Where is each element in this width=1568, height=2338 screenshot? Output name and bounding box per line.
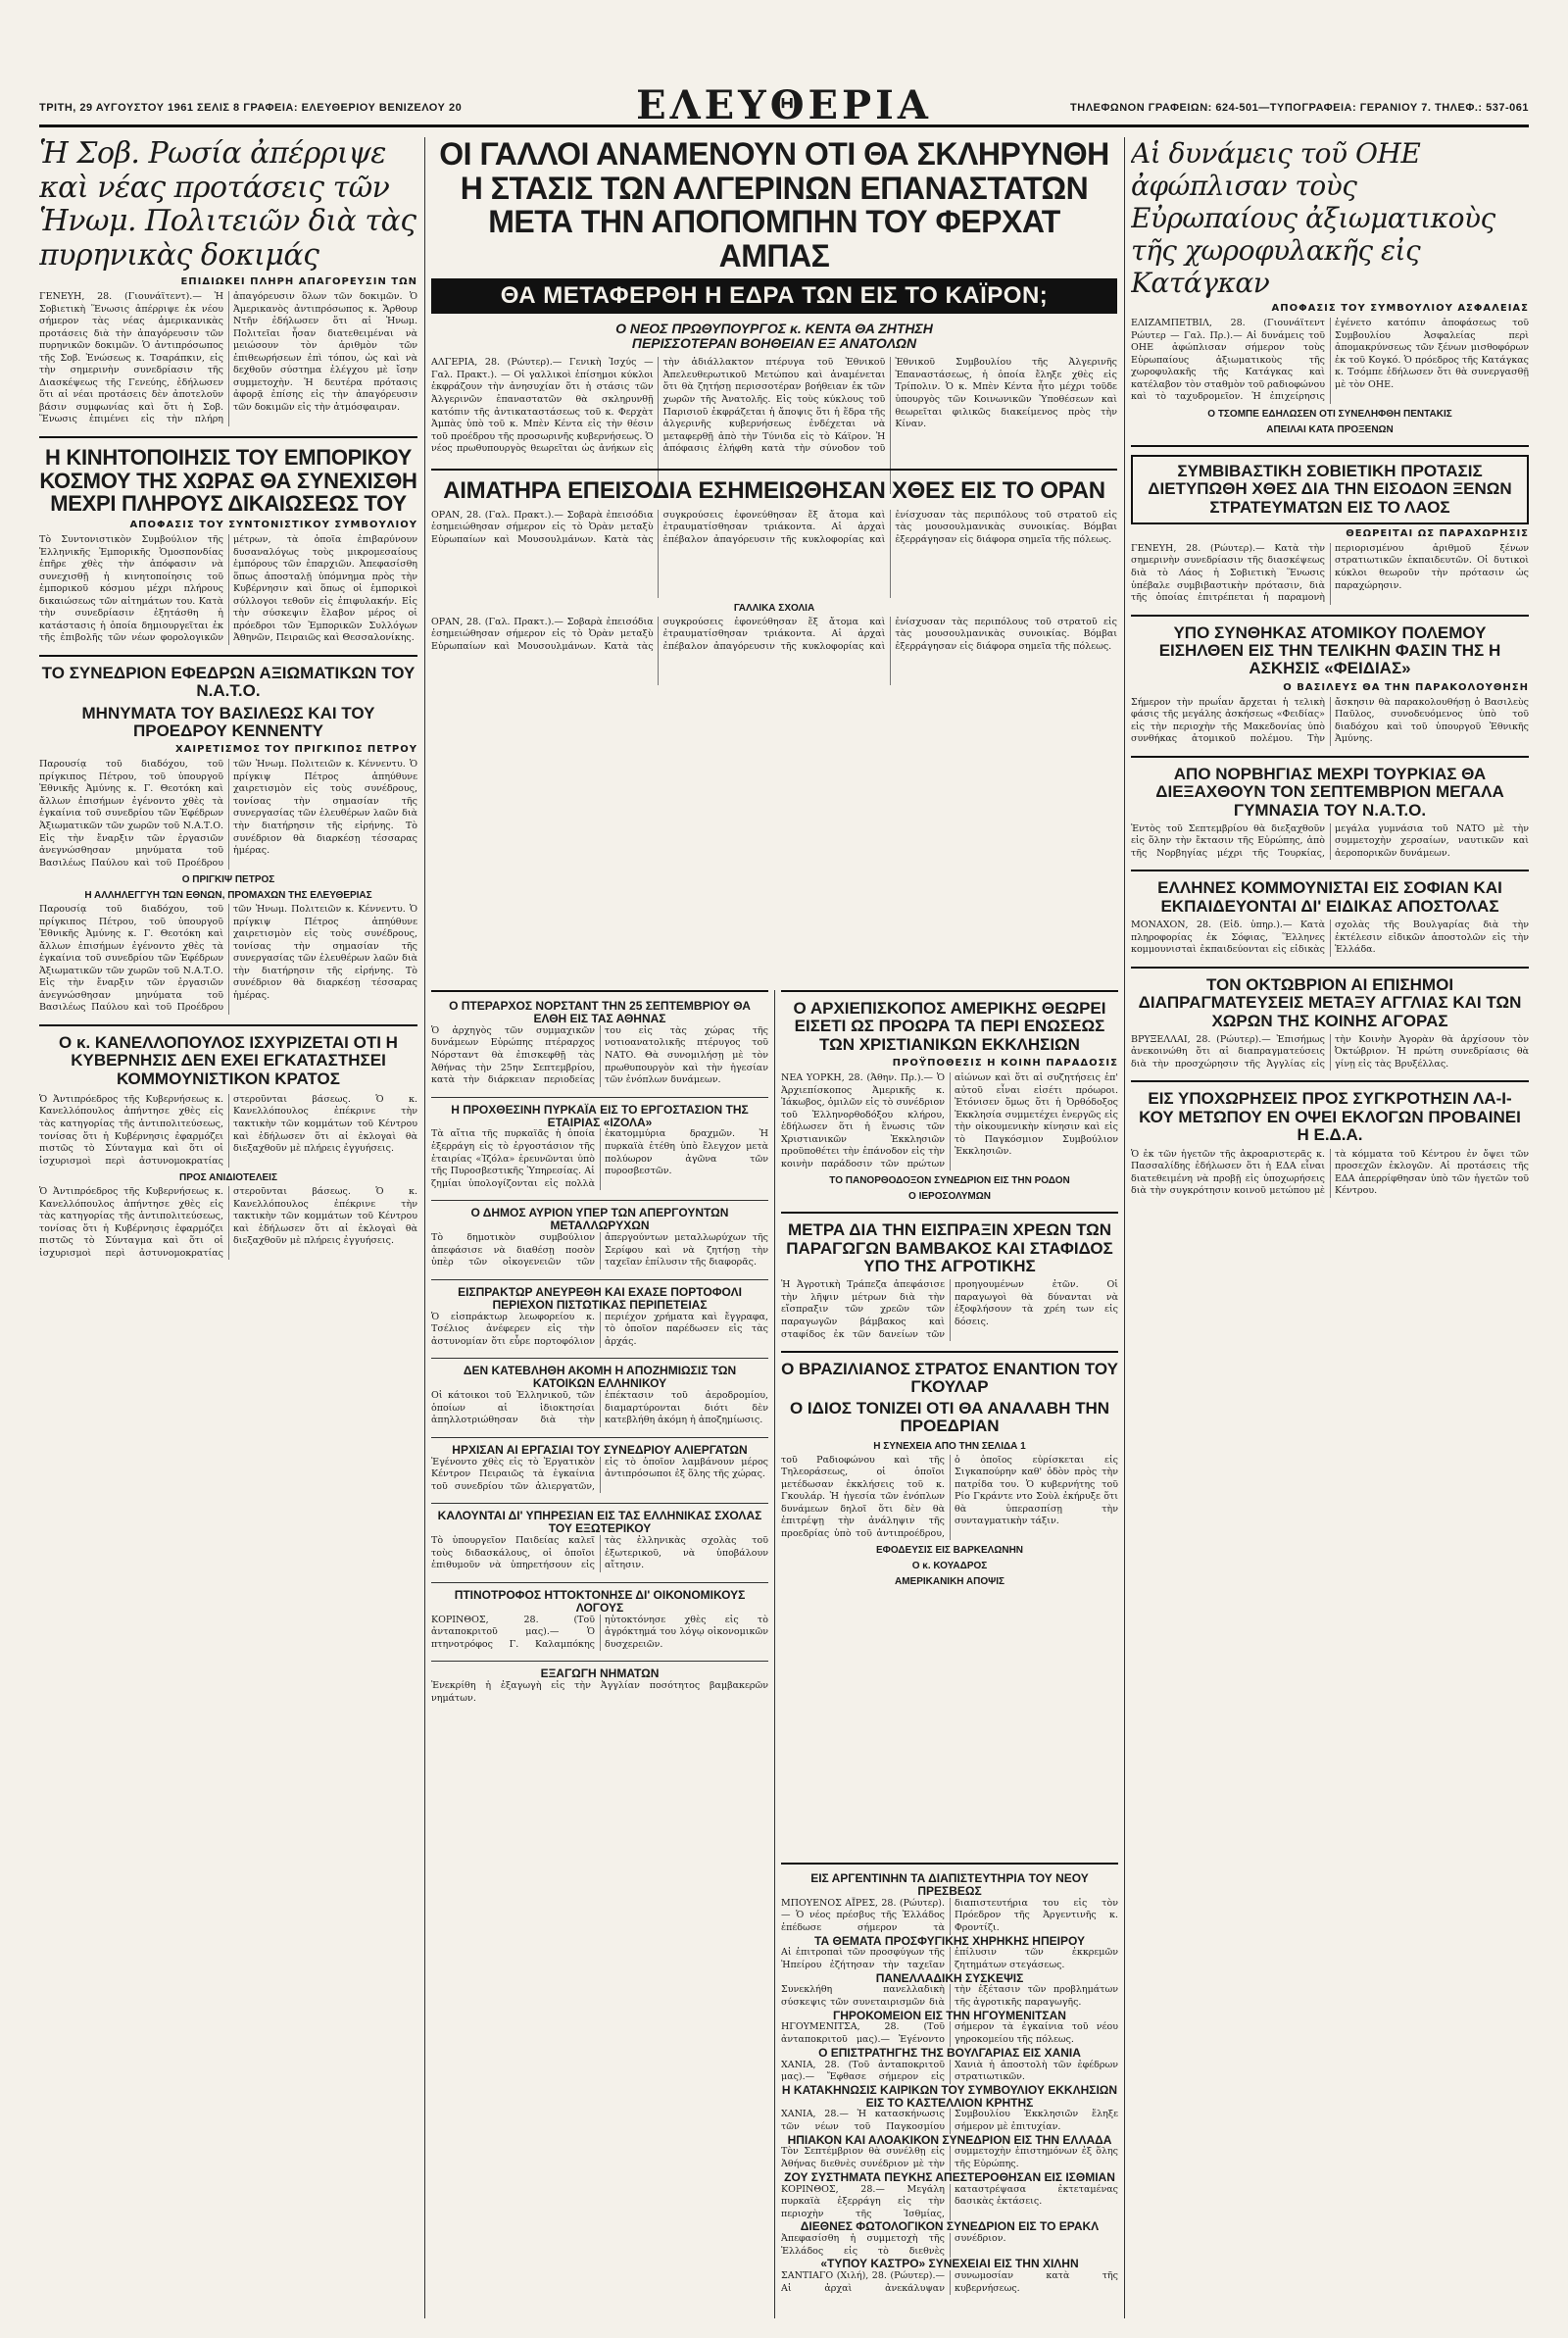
article-body: ΚΟΡΙΝΘΟΣ, 28.— Μεγάλη πυρκαϊὰ ἐξερράγη εἰς τὴν περιοχὴν τῆς Ἰσθμίας, καταστρέψασα ἐκτεταμένας δασικὰς ἐκτάσεις. (781, 2183, 1118, 2219)
article-body: Τὸν Σεπτέμβριον θὰ συνέλθῃ εἰς Ἀθήνας διεθνὲς συνέδριον μὲ τὴν συμμετοχὴν ἐπιστημόνων ἐξ ὅλης τῆς Εὐρώπης. (781, 2146, 1118, 2170)
headline: ΥΠΟ ΣΥΝΘΗΚΑΣ ΑΤΟΜΙΚΟΥ ΠΟΛΕΜΟΥ ΕΙΣΗΛΘΕΝ ΕΙΣ ΤΗΝ ΤΕΛΙΚΗΝ ΦΑΣΙΝ ΤΗΣ Η ΑΣΚΗΣΙΣ «ΦΕΙΔΙΑΣ» (1158, 622, 1501, 678)
kicker: ΠΡΟΫΠΟΘΕΣΙΣ Η ΚΟΙΝΗ ΠΑΡΑΔΟΣΙΣ (892, 1058, 1118, 1070)
headline: ΑΠΟ ΝΟΡΒΗΓΙΑΣ ΜΕΧΡΙ ΤΟΥΡΚΙΑΣ ΘΑ ΔΙΕΞΑΧΘΟΥΝ ΤΟΝ ΣΕΠΤΕΜΒΡΙΟΝ ΜΕΓΑΛΑ ΓΥΜΝΑΣΙΑ ΤΟΥ Ν.Α.Τ.Ο. (1155, 764, 1504, 820)
divider (431, 469, 1117, 471)
article-body: Ἐντὸς τοῦ Σεπτεμβρίου θὰ διεξαχθοῦν εἰς ὅλην τὴν ἔκτασιν τῆς Εὐρώπης, ἀπὸ τῆς Νορβηγίας μέχρι τῆς Τουρκίας, μεγάλα γυμνάσια τοῦ ΝΑΤΟ μὲ τὴν συμμετοχὴν χερσαίων, ναυτικῶν καὶ ἀεροπορικῶν δυνάμεων. (1131, 822, 1529, 859)
headline: ΕΙΣΠΡΑΚΤΩΡ ΑΝΕΥΡΕΘΗ ΚΑΙ ΕΧΑΣΕ ΠΟΡΤΟΦΟΛΙ ΠΕΡΙΕΧΟΝ ΠΙΣΤΩΤΙΚΑΣ ΠΕΡΙΠΕΤΕΙΑΣ (458, 1284, 742, 1312)
center-right-briefs (781, 1863, 1118, 2318)
divider (1131, 870, 1529, 871)
divider (781, 1351, 1118, 1353)
article-nato-reserve (39, 665, 417, 1015)
headline: «ΤΥΠΟΥ ΚΑΣΤΡΟ» ΣΥΝΕΧΕΙΑΙ ΕΙΣ ΤΗΝ ΧΙΛΗΝ (820, 2257, 1079, 2271)
headline: ΕΙΣ ΑΡΓΕΝΤΙΝΗΝ ΤΑ ΔΙΑΠΙΣΤΕΥΤΗΡΙΑ ΤΟΥ ΝΕΟΥ ΠΡΕΣΒΕΩΣ (810, 1871, 1089, 1898)
headline: Ο ΕΠΙΣΤΡΑΤΗΓΗΣ ΤΗΣ ΒΟΥΛΓΑΡΙΑΣ ΕΙΣ ΧΑΝΙΑ (818, 2045, 1081, 2060)
article-body: ΧΑΝΙΑ, 28.— Ἡ κατασκήνωσις τῶν νέων τοῦ Παγκοσμίου Συμβουλίου Ἐκκλησιῶν ἔληξε σήμερον μὲ ἐπιτυχίαν. (781, 2109, 1118, 2132)
article-body: Τὸ δημοτικὸν συμβούλιον ἀπεφάσισε νὰ διαθέσῃ ποσὸν ὑπὲρ τῶν οἰκογενειῶν τῶν ἀπεργούντων μεταλλωρύχων τῆς Σερίφου καὶ νὰ ζητήσῃ τὴν ταχεῖαν ἐπίλυσιν τῆς διαφορᾶς. (431, 1232, 768, 1268)
headline: ΕΞΑΓΩΓΗ ΝΗΜΑΤΩΝ (540, 1666, 660, 1681)
divider (1131, 967, 1529, 969)
article-body: Ἐγένοντο χθὲς εἰς τὸ Ἐργατικὸν Κέντρον Πειραιῶς τὰ ἐγκαίνια τοῦ συνεδρίου τῶν ἁλιεργατῶν, εἰς τὸ ὁποῖον λαμβάνουν μέρος ἀντιπρόσωποι ἐξ ὅλης τῆς χώρας. (431, 1456, 768, 1492)
article-body: ΑΛΓΕΡΙΑ, 28. (Ρώυτερ).— Γενικὴ Ἰσχύς — Γαλ. Πρακτ.). — Οἱ γαλλικοὶ ἐπίσημοι κύκλοι ἐκφράζουν τὴν ἀνησυχίαν ὅτι ἡ στάσις τῶν Ἀλγερινῶν ἐπαναστατῶν θὰ σκληρυνθῇ κατόπιν τῆς ἀντικαταστάσεως τοῦ κ. Φερχὰτ Ἀμπὰς ὑπὸ τοῦ κ. Μπὲν Κέντα εἰς τὴν θέσιν τοῦ προέδρου τῆς προσωρινῆς κυβερνήσεως. Ὁ νέος πρωθυπουργὸς θεωρεῖται ὡς ἀνήκων εἰς τὴν ἀδιάλλακτον πτέρυγα τοῦ Ἐθνικοῦ Ἀπελευθερωτικοῦ Μετώπου καὶ ἀναμένεται ὅτι θὰ ζητήσῃ περισσοτέραν βοήθειαν ἐκ τῶν χωρῶν τῆς Ἀνατολῆς. Εἰς τοὺς κύκλους τοῦ Παρισιοῦ ἐκφράζεται ἡ ἄποψις ὅτι ἡ ἕδρα τῆς ἀλγερινῆς κυβερνήσεως ἐνδέχεται νὰ μεταφερθῇ ἀπὸ τὴν Τύνιδα εἰς τὸ Κάϊρον. Ἡ ἀπόφασις ἐλήφθη κατὰ τὴν σύνοδον τοῦ Ἐθνικοῦ Συμβουλίου τῆς Ἀλγερινῆς Ἐπαναστάσεως, ἡ ὁποία ἔληξε χθὲς εἰς Τρίπολιν. Ὁ κ. Μπὲν Κέντα ἦτο μέχρι τοῦδε ὑπουργὸς τῶν Κοινωνικῶν Ὑποθέσεων καὶ θεωρεῖται φιλικῶς διακείμενος πρὸς τὴν Κίναν. (431, 357, 1117, 455)
article-body: Παρουσίᾳ τοῦ διαδόχου, τοῦ πρίγκιπος Πέτρου, τοῦ ὑπουργοῦ Ἐθνικῆς Ἀμύνης κ. Γ. Θεοτόκη καὶ ἄλλων ἐπισήμων ἐγένοντο χθὲς τὰ ἐγκαίνια τοῦ συνεδρίου τῶν Ἐφέδρων Ἀξιωματικῶν τῶν χωρῶν τοῦ Ν.Α.Τ.Ο. Εἰς τὴν ἔναρξιν τῶν ἐργασιῶν ἀνεγνώσθησαν μηνύματα τοῦ Βασιλέως Παύλου καὶ τοῦ Προέδρου τῶν Ἡνωμ. Πολιτειῶν κ. Κέννεντυ. Ὁ πρίγκιψ Πέτρος ἀπηύθυνε χαιρετισμὸν εἰς τοὺς συνέδρους, τονίσας τὴν σημασίαν τῆς συνεργασίας τῶν ἐλευθέρων λαῶν διὰ τὴν διατήρησιν τῆς εἰρήνης. Τὸ συνέδριον θὰ διαρκέσῃ τέσσαρας ἡμέρας. (39, 904, 417, 1014)
divider (431, 1503, 768, 1504)
article-un-katanga (1131, 137, 1529, 435)
article-body: Οἱ κάτοικοι τοῦ Ἑλληνικοῦ, τῶν ὁποίων αἱ ἰδιοκτησίαι ἀπηλλοτριώθησαν διὰ τὴν ἐπέκτασιν τοῦ ἀεροδρομίου, διαμαρτύρονται διότι δὲν κατεβλήθη ἀκόμη ἡ ἀποζημίωσις. (431, 1390, 768, 1426)
article-body: Συνεκλήθη πανελλαδικὴ σύσκεψις τῶν συνεταιρισμῶν διὰ τὴν ἐξέτασιν τῶν προβλημάτων τῆς ἀγροτικῆς παραγωγῆς. (781, 1984, 1118, 2008)
article-body: Ἡ Ἀγροτικὴ Τράπεζα ἀπεφάσισε τὴν λῆψιν μέτρων διὰ τὴν εἴσπραξιν τῶν χρεῶν τῶν παραγωγῶν βάμβακος καὶ σταφίδος ἐκ τῶν δανείων τῶν προηγουμένων ἐτῶν. Οἱ παραγωγοὶ θὰ δύνανται νὰ ἐξοφλήσουν τὰ χρέη των εἰς δόσεις. (781, 1279, 1118, 1340)
kicker: ΑΠΟΦΑΣΙΣ ΤΟΥ ΣΥΝΤΟΝΙΣΤΙΚΟΥ ΣΥΜΒΟΥΛΙΟΥ (129, 520, 417, 531)
article-body: ΣΑΝΤΙΑΓΟ (Χιλή), 28. (Ρώυτερ).— Αἱ ἀρχαὶ ἀνεκάλυψαν συνωμοσίαν κατὰ τῆς κυβερνήσεως. (781, 2270, 1118, 2294)
article-body: ΜΟΝΑΧΟΝ, 28. (Εἰδ. ὑπηρ.).— Κατὰ πληροφορίας ἐκ Σόφιας, Ἕλληνες κομμουνισταὶ ἐκπαιδεύονται εἰς εἰδικὰς σχολὰς τῆς Βουλγαρίας διὰ τὴν ἐκτέλεσιν εἰδικῶν ἀποστολῶν εἰς τὴν Ἑλλάδα. (1131, 920, 1529, 956)
subhead: Ο ΤΣΟΜΠΕ ΕΔΗΛΩΣΕΝ ΟΤΙ ΣΥΝΕΛΗΦΘΗ ΠΕΝΤΑΚΙΣ (1207, 408, 1452, 420)
article-body: ΧΑΝΙΑ, 28. (Τοῦ ἀνταποκριτοῦ μας).— Ἔφθασε σήμερον εἰς Χανιὰ ἡ ἀποστολὴ τῶν ἐφέδρων στρατιωτικῶν. (781, 2059, 1118, 2083)
headline: ΣΥΜΒΙΒΑΣΤΙΚΗ ΣΟΒΙΕΤΙΚΗ ΠΡΟΤΑΣΙΣ ΔΙΕΤΥΠΩΘΗ ΧΘΕΣ ΔΙΑ ΤΗΝ ΕΙΣΟΔΟΝ ΞΕΝΩΝ ΣΤΡΑΤΕΥΜΑΤΩΝ ΕΙΣ ΤΟ ΛΑΟΣ (1131, 455, 1529, 524)
subhead: Ο κ. ΚΟΥΑΔΡΟΣ (911, 1561, 988, 1572)
article-body: ΗΓΟΥΜΕΝΙΤΣΑ, 28. (Τοῦ ἀνταποκριτοῦ μας).— Ἐγένοντο σήμερον τὰ ἐγκαίνια τοῦ νέου γηροκομείου τῆς πόλεως. (781, 2021, 1118, 2046)
article-body: ΟΡΑΝ, 28. (Γαλ. Πρακτ.).— Σοβαρὰ ἐπεισόδια ἐσημειώθησαν σήμερον εἰς τὸ Ὀρὰν μεταξὺ Εὐρωπαίων καὶ Μουσουλμάνων. Κατὰ τὰς συγκρούσεις ἐφονεύθησαν ἕξ ἄτομα καὶ ἐτραυματίσθησαν τριάκοντα. Αἱ ἀρχαὶ ἐπέβαλον ἀπαγόρευσιν τῆς κυκλοφορίας καὶ ἐνίσχυσαν τὰς περιπόλους τοῦ στρατοῦ εἰς τὰς μουσουλμανικὰς συνοικίας. Βόμβαι ἐξερράγησαν εἰς διάφορα σημεῖα τῆς πόλεως. (431, 509, 1117, 545)
column-rule (424, 137, 425, 2318)
headline: Ο ΒΡΑΖΙΛΙΑΝΟΣ ΣΤΡΑΤΟΣ ΕΝΑΝΤΙΟΝ ΤΟΥ ΓΚΟΥΛΑΡ (781, 1360, 1118, 1397)
subhead: Ο ΙΕΡΟΣΟΛΥΜΩΝ (908, 1191, 991, 1203)
headline: ΖΟΥ ΣΥΣΤΗΜΑΤΑ ΠΕΥΚΗΣ ΑΠΕΣΤΕΡΟΘΗΣΑΝ ΕΙΣ ΙΣΘΜΙΑΝ (784, 2169, 1115, 2184)
article-merchants (39, 446, 417, 645)
divider (431, 1358, 768, 1359)
divider (431, 990, 768, 992)
kicker: ΘΕΩΡΕΙΤΑΙ ΩΣ ΠΑΡΑΧΩΡΗΣΙΣ (1346, 527, 1529, 539)
article-cotton-debts (781, 1221, 1118, 1341)
brief-wallet (431, 1286, 768, 1349)
headline: ΠΑΝΕΛΛΑΔΙΚΗ ΣΥΣΚΕΨΙΣ (875, 1970, 1024, 1985)
headline: Η ΠΡΟΧΘΕΣΙΝΗ ΠΥΡΚΑΪΑ ΕΙΣ ΤΟ ΕΡΓΟΣΤΑΣΙΟΝ ΤΗΣ ΕΤΑΙΡΙΑΣ «ΙΖΟΛΑ» (451, 1102, 749, 1129)
headline: ΑΙΜΑΤΗΡΑ ΕΠΕΙΣΟΔΙΑ ΕΣΗΜΕΙΩΘΗΣΑΝ ΧΘΕΣ ΕΙΣ ΤΟ ΟΡΑΝ (443, 477, 1105, 504)
headline: ΓΗΡΟΚΟΜΕΙΟΝ ΕΙΣ ΤΗΝ ΗΓΟΥΜΕΝΙΤΣΑΝ (833, 2008, 1066, 2022)
article-body: ΕΛΙΖΑΜΠΕΤΒΙΛ, 28. (Γιουνάϊτεντ Ρώυτερ — Γαλ. Πρ.).— Αἱ δυνάμεις τοῦ ΟΗΕ ἀφώπλισαν σήμερον τοὺς Εὐρωπαίους ἀξιωματικοὺς τῆς χωροφυλακῆς τῆς Κατάγκας καὶ κατέλαβον τὸν σταθμὸν τοῦ ραδιοφώνου καὶ τὸ ταχυδρομεῖον. Ἡ ἐπιχείρησις ἐγένετο κατόπιν ἀποφάσεως τοῦ Συμβουλίου Ἀσφαλείας περὶ ἀπομακρύνσεως τῶν ξένων μισθοφόρων ἐκ τοῦ Κογκό. Ὁ πρόεδρος τῆς Κατάγκας κ. Τσόμπε ἐδήλωσεν ὅτι θὰ συνεργασθῇ μὲ τὸν ΟΗΕ. (1131, 318, 1529, 403)
column-rule (774, 990, 775, 2318)
brief-schools (431, 1510, 768, 1572)
headline: ΗΠΙΑΚΟΝ ΚΑΙ ΑΛΟΑΚΙΚΟΝ ΣΥΝΕΔΡΙΟΝ ΕΙΣ ΤΗΝ ΕΛΛΑΔΑ (787, 2132, 1112, 2147)
column-left (39, 137, 417, 2318)
article-body: ΝΕΑ ΥΟΡΚΗ, 28. (Ἀθην. Πρ.).— Ὁ Ἀρχιεπίσκοπος Ἀμερικῆς κ. Ἰάκωβος, ὁμιλῶν εἰς τὸ συνέδριον τοῦ Ἑλληνορθοδόξου κλήρου, ἐδήλωσεν ὅτι ἡ ἕνωσις τῶν Χριστιανικῶν Ἐκκλησιῶν προϋποθέτει τὴν ἐπάνοδον εἰς τὴν κοινὴν παράδοσιν τῶν πρώτων αἰώνων καὶ ὅτι αἱ συζητήσεις ἐπ' αὐτοῦ εἶναι εἰσέτι πρόωροι. Ἐτόνισεν ὅμως ὅτι ἡ Ὀρθόδοξος Ἐκκλησία συμμετέχει ἐνεργῶς εἰς τὴν οἰκουμενικὴν κίνησιν καὶ εἰς τὸ Παγκόσμιον Συμβούλιον Ἐκκλησιῶν. (781, 1072, 1118, 1169)
article-body: Σήμερον τὴν πρωΐαν ἄρχεται ἡ τελικὴ φάσις τῆς μεγάλης ἀσκήσεως «Φειδίας» εἰς τὴν περιοχὴν τῆς Μακεδονίας ὑπὸ συνθήκας ἀτομικοῦ πολέμου. Τὴν ἄσκησιν θὰ παρακολουθήσῃ ὁ Βασιλεὺς Παῦλος, συνοδευόμενος ὑπὸ τοῦ διαδόχου καὶ τοῦ ὑπουργοῦ Ἐθνικῆς Ἀμύνης. (1131, 696, 1529, 745)
headline: Ἡ Σοβ. Ρωσία ἀπέρριψε καὶ νέας προτάσεις τῶν Ἡνωμ. Πολιτειῶν διὰ τὰς πυρηνικὰς δοκιμάς (39, 137, 416, 273)
subhead: ΠΡΟΣ ΑΝΙΔΙΟΤΕΛΕΙΣ (179, 1172, 277, 1184)
brief-municipality (431, 1207, 768, 1269)
column-rule (1124, 137, 1125, 2318)
kicker: ΑΠΟΦΑΣΙΣ ΤΟΥ ΣΥΜΒΟΥΛΙΟΥ ΑΣΦΑΛΕΙΑΣ (1271, 303, 1529, 315)
headline: ΚΑΛΟΥΝΤΑΙ ΔΙ' ΥΠΗΡΕΣΙΑΝ ΕΙΣ ΤΑΣ ΕΛΛΗΝΙΚΑΣ ΣΧΟΛΑΣ ΤΟΥ ΕΞΩΤΕΡΙΚΟΥ (437, 1509, 762, 1536)
brief-poultry (431, 1589, 768, 1652)
masthead-title: ΕΛΕΥΘΕΡΙΑ (636, 82, 932, 128)
headline: ΕΛΛΗΝΕΣ ΚΟΜΜΟΥΝΙΣΤΑΙ ΕΙΣ ΣΟΦΙΑΝ ΚΑΙ ΕΚΠΑΙΔΕΥΟΝΤΑΙ ΔΙ' ΕΙΔΙΚΑΣ ΑΠΟΣΤΟΛΑΣ (1157, 878, 1502, 916)
kicker: Ο ΒΑΣΙΛΕΥΣ ΘΑ ΤΗΝ ΠΑΡΑΚΟΛΟΥΘΗΣΗ (1283, 681, 1529, 693)
subhead: ΑΠΕΙΛΑΙ ΚΑΤΑ ΠΡΟΞΕΝΩΝ (1266, 423, 1394, 435)
headline: ΤΟΝ ΟΚΤΩΒΡΙΟΝ ΑΙ ΕΠΙΣΗΜΟΙ ΔΙΑΠΡΑΓΜΑΤΕΥΣΕΙΣ ΜΕΤΑΞΥ ΑΓΓΛΙΑΣ ΚΑΙ ΤΩΝ ΧΩΡΩΝ ΤΗΣ ΚΟΙΝΗΣ ΑΓΟΡΑΣ (1138, 974, 1522, 1030)
article-body: Τὰ αἴτια τῆς πυρκαϊᾶς ἡ ὁποία ἐξερράγη εἰς τὸ ἐργοστάσιον τῆς ἑταιρίας «Ἰζόλα» ἐρευνῶνται ὑπὸ τῆς Πυροσβεστικῆς Ὑπηρεσίας. Αἱ ζημίαι ὑπολογίζονται εἰς πολλὰ ἑκατομμύρια δραχμῶν. Ἡ πυρκαϊὰ ἐτέθη ὑπὸ ἔλεγχον μετὰ πολύωρον ἀγῶνα τῶν πυροσβεστῶν. (431, 1128, 768, 1189)
article-nato-exercises (1131, 766, 1529, 861)
article-feidias (1131, 624, 1529, 746)
masthead-phone-line: ΤΗΛΕΦΩΝΟΝ ΓΡΑΦΕΙΩΝ: 624-501—ΤΥΠΟΓΡΑΦΕΙΑ: ΓΕΡΑΝΙΟΥ 7. ΤΗΛΕΦ.: 537-061 (1070, 102, 1529, 114)
article-body: ΓΕΝΕΥΗ, 28. (Γιουνάϊτεντ).— Ἡ Σοβιετικὴ Ἕνωσις ἀπέρριψε ἐκ νέου σήμερον τὰς νέας ἀμερικανικὰς προτάσεις διὰ τὴν ἀπαγόρευσιν τῶν πυρηνικῶν δοκιμῶν. Ὁ ἀντιπρόσωπος τῆς Σοβ. Ἑνώσεως κ. Τσαράπκιν, εἰς τὴν σημερινὴν συνεδρίασιν τῆς Διασκέψεως τῆς Γενεύης, ἐδήλωσεν ὅτι αἱ νέαι προτάσεις δὲν ἀποτελοῦν βάσιν συμφωνίας καὶ ὅτι ἡ Σοβ. Ἕνωσις ἐπιμένει εἰς τὴν πλήρη ἀπαγόρευσιν ὅλων τῶν δοκιμῶν. Ὁ Ἀμερικανὸς ἀντιπρόσωπος κ. Ἄρθουρ Ντῆν ἐδήλωσεν ὅτι αἱ Ἡνωμ. Πολιτεῖαι ἦσαν διατεθειμέναι νὰ μειώσουν τὸν ἀριθμὸν τῶν ἐπιθεωρήσεων ἐπὶ τόπου, ὡς καὶ νὰ δεχθοῦν σύστημα ἐλέγχου μὲ ἴσην συμμετοχὴν. Ἡ δευτέρα πρότασις ἀφορᾷ ἐπίσης εἰς τὴν ἀπαγόρευσιν τῶν δοκιμῶν εἰς τὴν ἀτμόσφαιραν. (39, 291, 417, 425)
banner-headline-line: ΟΙ ΓΑΛΛΟΙ ΑΝΑΜΕΝΟΥΝ ΟΤΙ ΘΑ ΣΚΛΗΡΥΝΘΗ (439, 136, 1109, 172)
center-left-briefs (431, 990, 768, 2318)
divider (431, 1661, 768, 1662)
headline: ΕΙΣ ΥΠΟΧΩΡΗΣΕΙΣ ΠΡΟΣ ΣΥΓΚΡΟΤΗΣΙΝ ΛΑ-Ι-ΚΟΥ ΜΕΤΩΠΟΥ ΕΝ ΟΨΕΙ ΕΚΛΟΓΩΝ ΠΡΟΒΑΙΝΕΙ Η Ε.Δ.Α. (1139, 1089, 1521, 1145)
divider (1131, 756, 1529, 758)
brief-elliniko (431, 1365, 768, 1427)
subheadline: ΜΗΝΥΜΑΤΑ ΤΟΥ ΒΑΣΙΛΕΩΣ ΚΑΙ ΤΟΥ ΠΡΟΕΔΡΟΥ ΚΕΝΝΕΝΤΥ (81, 703, 375, 740)
headline: ΤΟ ΣΥΝΕΔΡΙΟΝ ΕΦΕΔΡΩΝ ΑΞΙΩΜΑΤΙΚΩΝ ΤΟΥ Ν.Α.Τ.Ο. (41, 663, 416, 701)
article-body: Τὸ ὑπουργεῖον Παιδείας καλεῖ τοὺς διδασκάλους, οἱ ὁποῖοι ἐπιθυμοῦν νὰ ὑπηρετήσουν εἰς τὰς ἑλληνικὰς σχολὰς τοῦ ἐξωτερικοῦ, νὰ ὑποβάλουν αἴτησιν. (431, 1535, 768, 1571)
article-laos (1131, 455, 1529, 605)
brief-norstad (431, 1000, 768, 1087)
article-body: ΓΕΝΕΥΗ, 28. (Ρώυτερ).— Κατὰ τὴν σημερινὴν συνεδρίασιν τῆς διασκέψεως διὰ τὸ Λάος ἡ Σοβιετικὴ Ἕνωσις ὑπέβαλε συμβιβαστικὴν πρότασιν, διὰ τῆς ὁποίας ἐπιτρέπεται ἡ παραμονὴ περιορισμένου ἀριθμοῦ ξένων στρατιωτικῶν ἐκπαιδευτῶν. Οἱ δυτικοὶ κύκλοι θεωροῦν τὴν πρότασιν ὡς παραχώρησιν. (1131, 542, 1529, 604)
kicker: ΠΕΡΙΣΣΟΤΕΡΑΝ ΒΟΗΘΕΙΑΝ ΕΞ ΑΝΑΤΟΛΩΝ (631, 335, 917, 352)
headline: Ο ΑΡΧΙΕΠΙΣΚΟΠΟΣ ΑΜΕΡΙΚΗΣ ΘΕΩΡΕΙ ΕΙΣΕΤΙ ΩΣ ΠΡΟΩΡΑ ΤΑ ΠΕΡΙ ΕΝΩΣΕΩΣ ΤΩΝ ΧΡΙΣΤΙΑΝΙΚΩΝ ΕΚΚΛΗΣΙΩΝ (793, 999, 1106, 1054)
divider (1131, 445, 1529, 447)
article-body: Παρουσίᾳ τοῦ διαδόχου, τοῦ πρίγκιπος Πέτρου, τοῦ ὑπουργοῦ Ἐθνικῆς Ἀμύνης κ. Γ. Θεοτόκη καὶ ἄλλων ἐπισήμων ἐγένοντο χθὲς τὰ ἐγκαίνια τοῦ συνεδρίου τῶν Ἐφέδρων Ἀξιωματικῶν τῶν χωρῶν τοῦ Ν.Α.Τ.Ο. Εἰς τὴν ἔναρξιν τῶν ἐργασιῶν ἀνεγνώσθησαν μηνύματα τοῦ Βασιλέως Παύλου καὶ τοῦ Προέδρου τῶν Ἡνωμ. Πολιτειῶν κ. Κέννεντυ. Ὁ πρίγκιψ Πέτρος ἀπηύθυνε χαιρετισμὸν εἰς τοὺς συνέδρους, τονίσας τὴν σημασίαν τῆς συνεργασίας τῶν ἐλευθέρων λαῶν διὰ τὴν διατήρησιν τῆς εἰρήνης. Τὸ συνέδριον θὰ διαρκέσῃ τέσσαρας ἡμέρας. (39, 759, 417, 869)
brief-fishermen (431, 1444, 768, 1494)
subhead: ΓΑΛΛΙΚΑ ΣΧΟΛΙΑ (733, 602, 815, 614)
article-brazil (781, 1361, 1118, 1587)
article-body: Ὁ ἀρχηγὸς τῶν συμμαχικῶν δυνάμεων Εὐρώπης πτέραρχος Νόρσταντ θὰ ἐπισκεφθῇ τὰς Ἀθήνας τὴν 25ην Σεπτεμβρίου, κατὰ τὴν διάρκειαν περιοδείας του εἰς τὰς χώρας τῆς νοτιοανατολικῆς πτέρυγος τοῦ ΝΑΤΟ. Θὰ συνομιλήσῃ μὲ τὸν πρωθυπουργὸν καὶ τὴν ἡγεσίαν τῶν ἐνόπλων δυνάμεων. (431, 1024, 768, 1086)
article-eda (1131, 1090, 1529, 1197)
headline: Η ΚΙΝΗΤΟΠΟΙΗΣΙΣ ΤΟΥ ΕΜΠΟΡΙΚΟΥ ΚΟΣΜΟΥ ΤΗΣ ΧΩΡΑΣ ΘΑ ΣΥΝΕΧΙΣΘΗ ΜΕΧΡΙ ΠΛΗΡΟΥΣ ΔΙΚΑΙΩΣΕΩΣ ΤΟΥ (39, 444, 417, 517)
masthead-date-line: ΤΡΙΤΗ, 29 ΑΥΓΟΥΣΤΟΥ 1961 ΣΕΛΙΣ 8 ΓΡΑΦΕΙΑ: ΕΛΕΥΘΕΡΙΟΥ ΒΕΝΙΖΕΛΟΥ 20 (39, 102, 463, 114)
article-body: Ἀπεφασίσθη ἡ συμμετοχὴ τῆς Ἑλλάδος εἰς τὸ διεθνὲς συνέδριον. (781, 2233, 1006, 2257)
column-right (1131, 137, 1529, 2318)
article-archbishop (781, 1000, 1118, 1202)
subhead: ΕΦΟΔΕΥΣΙΣ ΕΙΣ ΒΑΡΚΕΛΩΝΗΝ (875, 1545, 1024, 1557)
article-body: ΒΡΥΞΕΛΛΑΙ, 28. (Ρώυτερ).— Ἐπισήμως ἀνεκοινώθη ὅτι αἱ διαπραγματεύσεις διὰ τὴν προσχώρησιν τῆς Ἀγγλίας εἰς τὴν Κοινὴν Ἀγορὰν θὰ ἀρχίσουν τὸν Ὀκτώβριον. Ἡ πρώτη συνεδρίασις θὰ γίνῃ εἰς τὰς Βρυξέλλας. (1131, 1033, 1529, 1070)
divider (39, 655, 417, 657)
headline: ΤΑ ΘΕΜΑΤΑ ΠΡΟΣΦΥΓΙΚΗΣ ΧΗΡΗΚΗΣ ΗΠΕΙΡΟΥ (814, 1933, 1085, 1948)
article-body: ΚΟΡΙΝΘΟΣ, 28. (Τοῦ ἀνταποκριτοῦ μας).— Ὁ πτηνοτρόφος Γ. Καλαμπόκης ηὐτοκτόνησε χθὲς εἰς τὸ ἀγρόκτημά του λόγῳ οἰκονομικῶν δυσχερειῶν. (431, 1614, 768, 1650)
kicker: Ο ΝΕΟΣ ΠΡΩΘΥΠΟΥΡΓΟΣ κ. ΚΕΝΤΑ ΘΑ ΖΗΤΗΣΗ (615, 321, 933, 337)
article-soviet-tests (39, 137, 417, 426)
divider (431, 1582, 768, 1583)
headline: Ο κ. ΚΑΝΕΛΛΟΠΟΥΛΟΣ ΙΣΧΥΡΙΖΕΤΑΙ ΟΤΙ Η ΚΥΒΕΡΝΗΣΙΣ ΔΕΝ ΕΧΕΙ ΕΓΚΑΤΑΣΤΗΣΕΙ ΚΟΜΜΟΥΝΙΣΤΙΚΟΝ ΚΡΑΤΟΣ (59, 1032, 398, 1088)
divider (781, 1863, 1118, 1865)
headline: ΠΤΙΝΟΤΡΟΦΟΣ ΗΤΤΟΚΤΟΝΗΣΕ ΔΙ' ΟΙΚΟΝΟΜΙΚΟΥΣ ΛΟΓΟΥΣ (454, 1587, 746, 1615)
article-body: Ὁ εἰσπράκτωρ λεωφορείου κ. Τσέλιος ἀνέφερεν εἰς τὴν ἀστυνομίαν ὅτι εὗρε πορτοφόλιον περιέχον χρήματα καὶ ἔγγραφα, τὸ ὁποῖον παρέδωσεν εἰς τὰς ἀρχάς. (431, 1311, 768, 1347)
divider (781, 990, 1118, 992)
article-body: Ὁ Ἀντιπρόεδρος τῆς Κυβερνήσεως κ. Κανελλόπουλος ἀπήντησε χθὲς εἰς τὰς κατηγορίας τῆς ἀντιπολιτεύσεως, τονίσας ὅτι ἡ Κυβέρνησις ἐφαρμόζει πιστῶς τὸ Σύνταγμα καὶ ὅτι οἱ ἰσχυρισμοὶ περὶ ἀστυνομοκρατίας στεροῦνται βάσεως. Ὁ κ. Κανελλόπουλος ἐπέκρινε τὴν τακτικὴν τῶν κομμάτων τοῦ Κέντρου καὶ ἐδήλωσεν ὅτι αἱ ἐκλογαὶ θὰ διεξαχθοῦν μὲ πλήρεις ἐγγυήσεις. (39, 1186, 417, 1259)
article-kanellopoulos (39, 1034, 417, 1260)
article-body: τοῦ Ραδιοφώνου καὶ τῆς Τηλεοράσεως, οἱ ὁποῖοι μετέδωσαν ἐκκλήσεις τοῦ κ. Γκουλάρ. Ἡ ἡγεσία τῶν ἐνόπλων δυνάμεων δηλοῖ ὅτι δὲν θὰ ἐπιτρέψῃ τὴν ἀνάληψιν τῆς προεδρίας ὑπὸ τοῦ ἀντιπροέδρου, ὁ ὁποῖος εὑρίσκεται εἰς Σιγκαπούρην καθ' ὁδὸν πρὸς τὴν πατρίδα του. Ὁ κυβερνήτης τοῦ Ρίο Γκράντε ντο Σοὺλ ἐκήρυξε ὅτι θὰ ὑπερασπίσῃ τὴν συνταγματικὴν τάξιν. (781, 1454, 1118, 1539)
article-communists-sofia (1131, 879, 1529, 956)
kicker: ΕΠΙΔΙΩΚΕΙ ΠΛΗΡΗ ΑΠΑΓΟΡΕΥΣΙΝ ΤΩΝ (180, 276, 417, 287)
masthead (39, 78, 1529, 127)
subhead: ΑΜΕΡΙΚΑΝΙΚΗ ΑΠΟΨΙΣ (894, 1576, 1005, 1588)
continuation-note: Η ΣΥΝΕΧΕΙΑ ΑΠΟ ΤΗΝ ΣΕΛΙΔΑ 1 (873, 1440, 1026, 1452)
subhead: ΤΟ ΠΑΝΟΡΘΟΔΟΞΟΝ ΣΥΝΕΔΡΙΟΝ ΕΙΣ ΤΗΝ ΡΟΔΟΝ (829, 1175, 1070, 1187)
divider (431, 1200, 768, 1201)
divider (39, 1024, 417, 1026)
divider (431, 1279, 768, 1280)
headline: Ο ΠΤΕΡΑΡΧΟΣ ΝΟΡΣΤΑΝΤ ΤΗΝ 25 ΣΕΠΤΕΜΒΡΙΟΥ ΘΑ ΕΛΘΗ ΕΙΣ ΤΑΣ ΑΘΗΝΑΣ (449, 999, 751, 1025)
divider (431, 1097, 768, 1098)
headline: Αἱ δυνάμεις τοῦ ΟΗΕ ἀφώπλισαν τοὺς Εὐρωπαίους ἀξιωματικοὺς τῆς χωροφυλακῆς εἰς Κατάγκαν (1131, 137, 1495, 300)
subheadline: Ο ΙΔΙΟΣ ΤΟΝΙΖΕΙ ΟΤΙ ΘΑ ΑΝΑΛΑΒΗ ΤΗΝ ΠΡΟΕΔΡΙΑΝ (789, 1398, 1110, 1436)
article-body: ΜΠΟΥΕΝΟΣ ΑΪΡΕΣ, 28. (Ρώυτερ).— Ὁ νέος πρέσβυς τῆς Ἑλλάδος ἐπέδωσε σήμερον τὰ διαπιστευτήρια του εἰς τὸν Πρόεδρον τῆς Ἀργεντινῆς κ. Φροντίζι. (781, 1897, 1118, 1933)
article-body: Τὸ Συντονιστικὸν Συμβούλιον τῆς Ἑλληνικῆς Ἐμπορικῆς Ὁμοσπονδίας ἐπῆρε χθὲς τὴν ἀπόφασιν νὰ συνεχισθῇ ἡ κινητοποίησις τοῦ ἐμπορικοῦ κόσμου μέχρι πλήρους δικαιώσεως τῶν αἰτημάτων του. Κατὰ τὴν συνεδρίασιν ἐξητάσθη ἡ κατάστασις ἡ ὁποία δημιουργεῖται ἐκ τῆς ἐπιβολῆς τῶν νέων φορολογικῶν μέτρων, τὰ ὁποῖα ἐπιβαρύνουν δυσαναλόγως τοὺς μικρομεσαίους ἐμπόρους τῶν ἐπαρχιῶν. Ἀπεφασίσθη ὅπως ἀποσταλῇ ὑπόμνημα πρὸς τὴν Κυβέρνησιν καὶ ὅπως οἱ ἐμπορικοὶ σύλλογοι τεθοῦν εἰς ἐπιφυλακήν. Εἰς τὴν σύσκεψιν ἔλαβον μέρος οἱ πρόεδροι τῶν Ἐμπορικῶν Συλλόγων Ἀθηνῶν, Πειραιῶς καὶ Θεσσαλονίκης. (39, 534, 417, 644)
subhead: Ο ΠΡΙΓΚΙΨ ΠΕΤΡΟΣ (181, 874, 275, 886)
divider (781, 1212, 1118, 1214)
article-body: Ὁ Ἀντιπρόεδρος τῆς Κυβερνήσεως κ. Κανελλόπουλος ἀπήντησε χθὲς εἰς τὰς κατηγορίας τῆς ἀντιπολιτεύσεως, τονίσας ὅτι ἡ Κυβέρνησις ἐφαρμόζει πιστῶς τὸ Σύνταγμα καὶ ὅτι οἱ ἰσχυρισμοὶ περὶ ἀστυνομοκρατίας στεροῦνται βάσεως. Ὁ κ. Κανελλόπουλος ἐπέκρινε τὴν τακτικὴν τῶν κομμάτων τοῦ Κέντρου καὶ ἐδήλωσεν ὅτι αἱ ἐκλογαὶ θὰ διεξαχθοῦν μὲ πλήρεις ἐγγυήσεις. (39, 1093, 417, 1167)
article-body: Αἱ ἐπιτροπαὶ τῶν προσφύγων τῆς Ἠπείρου ἐζήτησαν τὴν ταχεῖαν ἐπίλυσιν τῶν ἐκκρεμῶν ζητημάτων στεγάσεως. (781, 1947, 1118, 1970)
headline: ΔΙΕΘΝΕΣ ΦΩΤΟΛΟΓΙΚΟΝ ΣΥΝΕΔΡΙΟΝ ΕΙΣ ΤΟ ΕΡΑΚΛ (800, 2219, 1100, 2234)
brief-yarn-export (431, 1667, 768, 1705)
headline: Ο ΔΗΜΟΣ ΑΥΡΙΟΝ ΥΠΕΡ ΤΩΝ ΑΠΕΡΓΟΥΝΤΩΝ ΜΕΤΑΛΛΩΡΥΧΩΝ (470, 1206, 729, 1233)
banner-headline-line: ΜΕΤΑ ΤΗΝ ΑΠΟΠΟΜΠΗΝ ΤΟΥ ΦΕΡΧΑΤ ΑΜΠΑΣ (488, 204, 1060, 274)
headline: ΔΕΝ ΚΑΤΕΒΛΗΘΗ ΑΚΟΜΗ Η ΑΠΟΖΗΜΙΩΣΙΣ ΤΩΝ ΚΑΤΟΙΚΩΝ ΕΛΛΗΝΙΚΟΥ (463, 1364, 737, 1391)
divider (431, 1437, 768, 1438)
kicker: ΧΑΙΡΕΤΙΣΜΟΣ ΤΟΥ ΠΡΙΓΚΙΠΟΣ ΠΕΤΡΟΥ (174, 744, 417, 756)
divider (1131, 1080, 1529, 1082)
subhead: Η ΑΛΛΗΛΕΓΓΥΗ ΤΩΝ ΕΘΝΩΝ, ΠΡΟΜΑΧΩΝ ΤΗΣ ΕΛΕΥΘΕΡΙΑΣ (84, 890, 372, 902)
center-middle (431, 461, 1117, 990)
headline: ΗΡΧΙΣΑΝ ΑΙ ΕΡΓΑΣΙΑΙ ΤΟΥ ΣΥΝΕΔΡΙΟΥ ΑΛΙΕΡΓΑΤΩΝ (452, 1442, 748, 1457)
article-body: ΟΡΑΝ, 28. (Γαλ. Πρακτ.).— Σοβαρὰ ἐπεισόδια ἐσημειώθησαν σήμερον εἰς τὸ Ὀρὰν μεταξὺ Εὐρωπαίων καὶ Μουσουλμάνων. Κατὰ τὰς συγκρούσεις ἐφονεύθησαν ἕξ ἄτομα καὶ ἐτραυματίσθησαν τριάκοντα. Αἱ ἀρχαὶ ἐπέβαλον ἀπαγόρευσιν τῆς κυκλοφορίας καὶ ἐνίσχυσαν τὰς περιπόλους τοῦ στρατοῦ εἰς τὰς μουσουλμανικὰς συνοικίας. Βόμβαι ἐξερράγησαν εἰς διάφορα σημεῖα τῆς πόλεως. (431, 616, 1117, 652)
banner-headline-line: Η ΣΤΑΣΙΣ ΤΩΝ ΑΛΓΕΡΙΝΩΝ ΕΠΑΝΑΣΤΑΤΩΝ (460, 170, 1089, 206)
article-common-market (1131, 976, 1529, 1071)
brief-izola-fire (431, 1104, 768, 1191)
headline: Η ΚΑΤΑΚΗΝΩΣΙΣ ΚΑΙΡΙΚΩΝ ΤΟΥ ΣΥΜΒΟΥΛΙΟΥ ΕΚΚΛΗΣΙΩΝ ΕΙΣ ΤΟ ΚΑΣΤΕΛΛΙΟΝ ΚΡΗΤΗΣ (781, 2082, 1118, 2110)
article-body: Ὁ ἐκ τῶν ἡγετῶν τῆς ἀκροαριστερᾶς κ. Πασσαλίδης ἐδήλωσεν ὅτι ἡ ΕΔΑ εἶναι διατεθειμένη νὰ προβῇ εἰς ὑποχωρήσεις διὰ τὴν συγκρότησιν κοινοῦ μετώπου μὲ τὰ κόμματα τοῦ Κέντρου ἐν ὄψει τῶν προσεχῶν ἐκλογῶν. Αἱ προτάσεις τῆς ΕΔΑ ἀπερρίφθησαν ὑπὸ τῶν ἡγετῶν τοῦ Κέντρου. (1131, 1148, 1529, 1197)
divider (1131, 615, 1529, 617)
banner-ribbon: ΘΑ ΜΕΤΑΦΕΡΘΗ Η ΕΔΡΑ ΤΩΝ ΕΙΣ ΤΟ ΚΑΪΡΟΝ; (431, 278, 1117, 314)
headline: ΜΕΤΡΑ ΔΙΑ ΤΗΝ ΕΙΣΠΡΑΞΙΝ ΧΡΕΩΝ ΤΩΝ ΠΑΡΑΓΩΓΩΝ ΒΑΜΒΑΚΟΣ ΚΑΙ ΣΤΑΦΙΔΟΣ ΥΠΟ ΤΗΣ ΑΓΡΟΤΙΚΗΣ (786, 1220, 1113, 1276)
divider (39, 436, 417, 438)
article-body: Ἐνεκρίθη ἡ ἐξαγωγὴ εἰς τὴν Ἀγγλίαν ποσότητος βαμβακερῶν νημάτων. (431, 1680, 768, 1704)
lead-story (431, 137, 1117, 494)
